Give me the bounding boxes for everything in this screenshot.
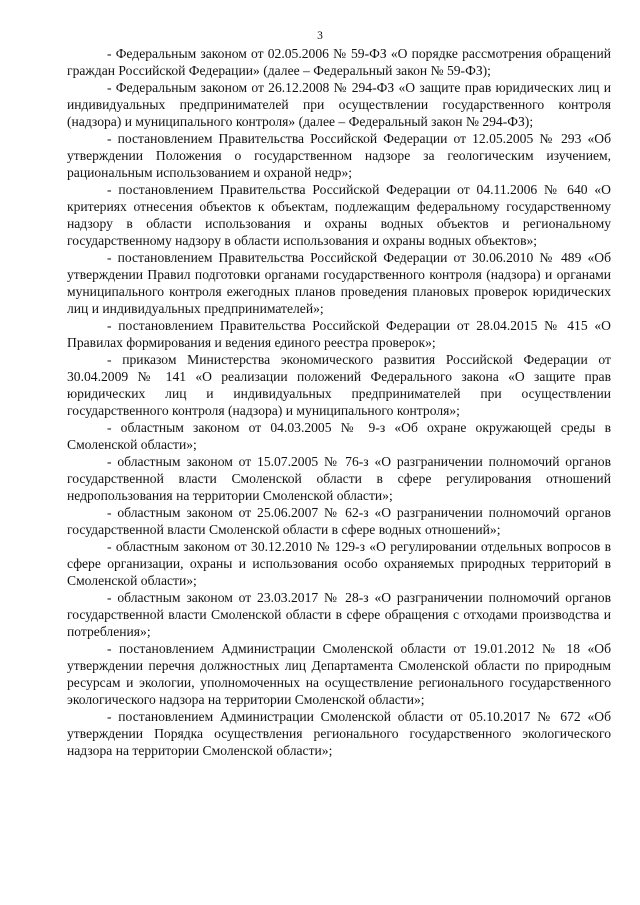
law-reference-paragraph: - постановлением Правительства Российской Федерации от 04.11.2006 № 640 «О критериях отнесения объектов к объектам, подлежащим федеральному государственному надзору в области использования и охраны водных объектов и региональному государственному надзору в области использования и охраны водных объектов»; (67, 182, 611, 248)
law-reference-paragraph: - областным законом от 25.06.2007 № 62-з «О разграничении полномочий органов государственной власти Смоленской области в сфере водных отношений»; (67, 505, 611, 537)
law-reference-paragraph: - постановлением Администрации Смоленской области от 05.10.2017 № 672 «Об утверждении Порядка осуществления регионального государственного экологического надзора на территории Смоленской области»; (67, 709, 611, 758)
law-reference-paragraph: - постановлением Правительства Российской Федерации от 30.06.2010 № 489 «Об утверждении Правил подготовки органами государственного контроля (надзора) и органами муниципального контроля ежегодных планов проведения плановых проверок юридических лиц и индивидуальных предпринимателей»; (67, 250, 611, 316)
law-reference-paragraph: - областным законом от 30.12.2010 № 129-з «О регулировании отдельных вопросов в сфере организации, охраны и использования особо охраняемых природных территорий в Смоленской области»; (67, 539, 611, 588)
law-reference-paragraph: - областным законом от 15.07.2005 № 76-з «О разграничении полномочий органов государственной власти Смоленской области в сфере регулирования отношений недропользования на территории Смоленской области»; (67, 454, 611, 503)
law-reference-paragraph: - постановлением Правительства Российской Федерации от 28.04.2015 № 415 «О Правилах формирования и ведения единого реестра проверок»; (67, 318, 611, 350)
law-reference-paragraph: - областным законом от 23.03.2017 № 28-з «О разграничении полномочий органов государственной власти Смоленской области в сфере обращения с отходами производства и потребления»; (67, 590, 611, 639)
page-number: 3 (317, 30, 323, 42)
law-reference-paragraph: - постановлением Правительства Российской Федерации от 12.05.2005 № 293 «Об утверждении Положения о государственном надзоре за геологическим изучением, рациональным использованием и охраной недр»; (67, 131, 611, 180)
law-reference-paragraph: - постановлением Администрации Смоленской области от 19.01.2012 № 18 «Об утверждении перечня должностных лиц Департамента Смоленской области по природным ресурсам и экологии, уполномоченных на осуществление регионального государственного экологического надзора на территории Смоленской области»; (67, 641, 611, 707)
law-reference-paragraph: - Федеральным законом от 26.12.2008 № 294-ФЗ «О защите прав юридических лиц и индивидуальных предпринимателей при осуществлении государственного контроля (надзора) и муниципального контроля» (далее – Федеральный закон № 294-ФЗ); (67, 80, 611, 129)
law-reference-paragraph: - областным законом от 04.03.2005 № 9-з «Об охране окружающей среды в Смоленской области»; (67, 420, 611, 452)
law-reference-paragraph: - приказом Министерства экономического развития Российской Федерации от 30.04.2009 № 141 «О реализации положений Федерального закона «О защите прав юридических лиц и индивидуальных предпринимателей при осуществлении государственного контроля (надзора) и муниципального контроля»; (67, 352, 611, 418)
document-body (67, 45, 611, 759)
law-reference-paragraph: - Федеральным законом от 02.05.2006 № 59-ФЗ «О порядке рассмотрения обращений граждан Российской Федерации» (далее – Федеральный закон № 59-ФЗ); (67, 46, 611, 78)
